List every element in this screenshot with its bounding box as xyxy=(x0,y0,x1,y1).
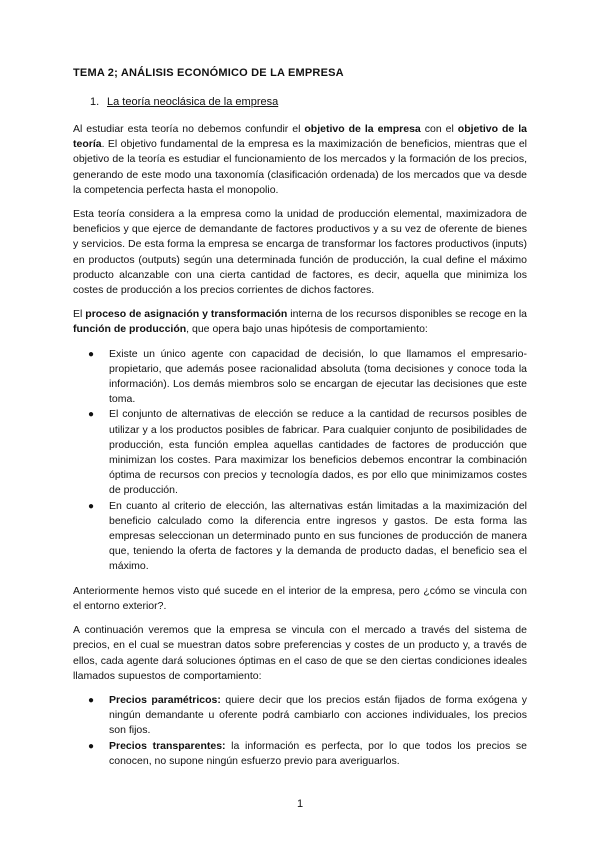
paragraph-4: Anteriormente hemos visto qué sucede en el interior de la empresa, pero ¿cómo se vincula con el entorno exterior?. xyxy=(73,584,527,612)
list-item-text: la información es perfecta, por lo que todos los precios se conocen, no supone ningún esfuerzo previo para averiguarlos. xyxy=(109,739,527,767)
bold-term: función de producción xyxy=(73,323,187,336)
paragraph-text: con el xyxy=(420,123,458,135)
assumptions-list xyxy=(73,693,527,769)
bullet-icon: ● xyxy=(88,500,95,512)
paragraph-text: . El objetivo fundamental de la empresa es la maximización de beneficios, mientras que el objetivo de la teoría es estudiar el funcionamiento de los mercados y la formación de los precios, generando de este modo una taxonomía (clasificación ordenada) de los mercados que va desde la competencia perfecta hasta el monopolio. xyxy=(73,138,527,196)
list-item xyxy=(73,347,527,408)
list-item xyxy=(73,407,527,498)
bold-term: objetivo de la empresa xyxy=(304,123,421,135)
bold-term: Precios paramétricos: xyxy=(109,693,221,706)
paragraph-3 xyxy=(73,307,527,337)
bullet-icon: ● xyxy=(88,348,95,360)
bullet-icon: ● xyxy=(88,694,95,706)
paragraph-text: , que opera bajo unas hipótesis de comportamiento: xyxy=(186,323,428,336)
section-heading xyxy=(90,95,527,110)
list-item xyxy=(73,693,527,739)
list-item-text: quiere decir que los precios están fijados de forma exógena y ningún demandante u oferente podrá cambiarlo con acciones individuales, los precios son fijos. xyxy=(109,693,527,737)
bold-term: Precios transparentes: xyxy=(109,739,226,752)
list-item-text: Existe un único agente con capacidad de decisión, lo que llamamos el empresario-propietario, que además posee racionalidad absoluta (toma decisiones y conoce toda la información). Los demás miembros solo se encargan de ejecutar las decisiones que este toma. xyxy=(109,347,527,406)
hypotheses-list xyxy=(73,347,527,575)
paragraph-5: A continuación veremos que la empresa se vincula con el mercado a través del sistema de precios, en el cual se muestran datos sobre preferencias y costes de un producto y, a través de ellos, cada agente dará soluciones óptimas en el caso de que se den ciertas condiciones ideales llamados supuestos de comportamiento: xyxy=(73,624,527,682)
section-number: 1. xyxy=(90,96,100,108)
paragraph-text: El xyxy=(73,308,86,321)
bold-term: objetivo de la teoría xyxy=(73,123,527,151)
page-number: 1 xyxy=(296,798,304,810)
paragraph-text: Al estudiar esta teoría no debemos confundir el xyxy=(73,123,305,135)
paragraph-2: Esta teoría considera a la empresa como la unidad de producción elemental, maximizadora de beneficios y que ejerce de demandante de factores productivos y a su vez de oferente de bienes y servicios. De esta forma la empresa se encarga de transformar los factores productivos (inputs) en productos (outputs) según una determinada función de producción, la cual define el máximo producto alcanzable con una cierta cantidad de factores, es decir, aquella que minimiza los costes de producción a los precios corrientes de dichos factores. xyxy=(73,208,527,297)
paragraph-1 xyxy=(73,122,527,198)
document-title: TEMA 2; ANÁLISIS ECONÓMICO DE LA EMPRESA xyxy=(73,67,344,79)
list-item-text: El conjunto de alternativas de elección se reduce a la cantidad de recursos posibles de utilizar y a los productos posibles de fabricar. Para cualquier conjunto de posibilidades de producción, esta función emplea aquellas cantidades de factores de producción que minimizan los costes. Para maximizar los beneficios debemos encontrar la combinación óptima de recursos con precios y tecnología dados, es por ello que minimizamos costes de producción. xyxy=(109,408,527,497)
list-item-text: En cuanto al criterio de elección, las alternativas están limitadas a la maximización del beneficio calculado como la diferencia entre ingresos y gastos. De esta forma las empresas seleccionan un determinado punto en sus funciones de producción de manera que, teniendo la oferta de factores y la demanda de producto dadas, el beneficio sea el máximo. xyxy=(109,499,527,573)
bold-term: proceso de asignación y transformación xyxy=(85,308,288,321)
list-item xyxy=(73,739,527,769)
bullet-icon: ● xyxy=(88,740,95,752)
list-item xyxy=(73,499,527,575)
paragraph-text: interna de los recursos disponibles se recoge en la xyxy=(287,308,527,321)
section-title: La teoría neoclásica de la empresa xyxy=(107,96,279,108)
bullet-icon: ● xyxy=(88,409,95,421)
